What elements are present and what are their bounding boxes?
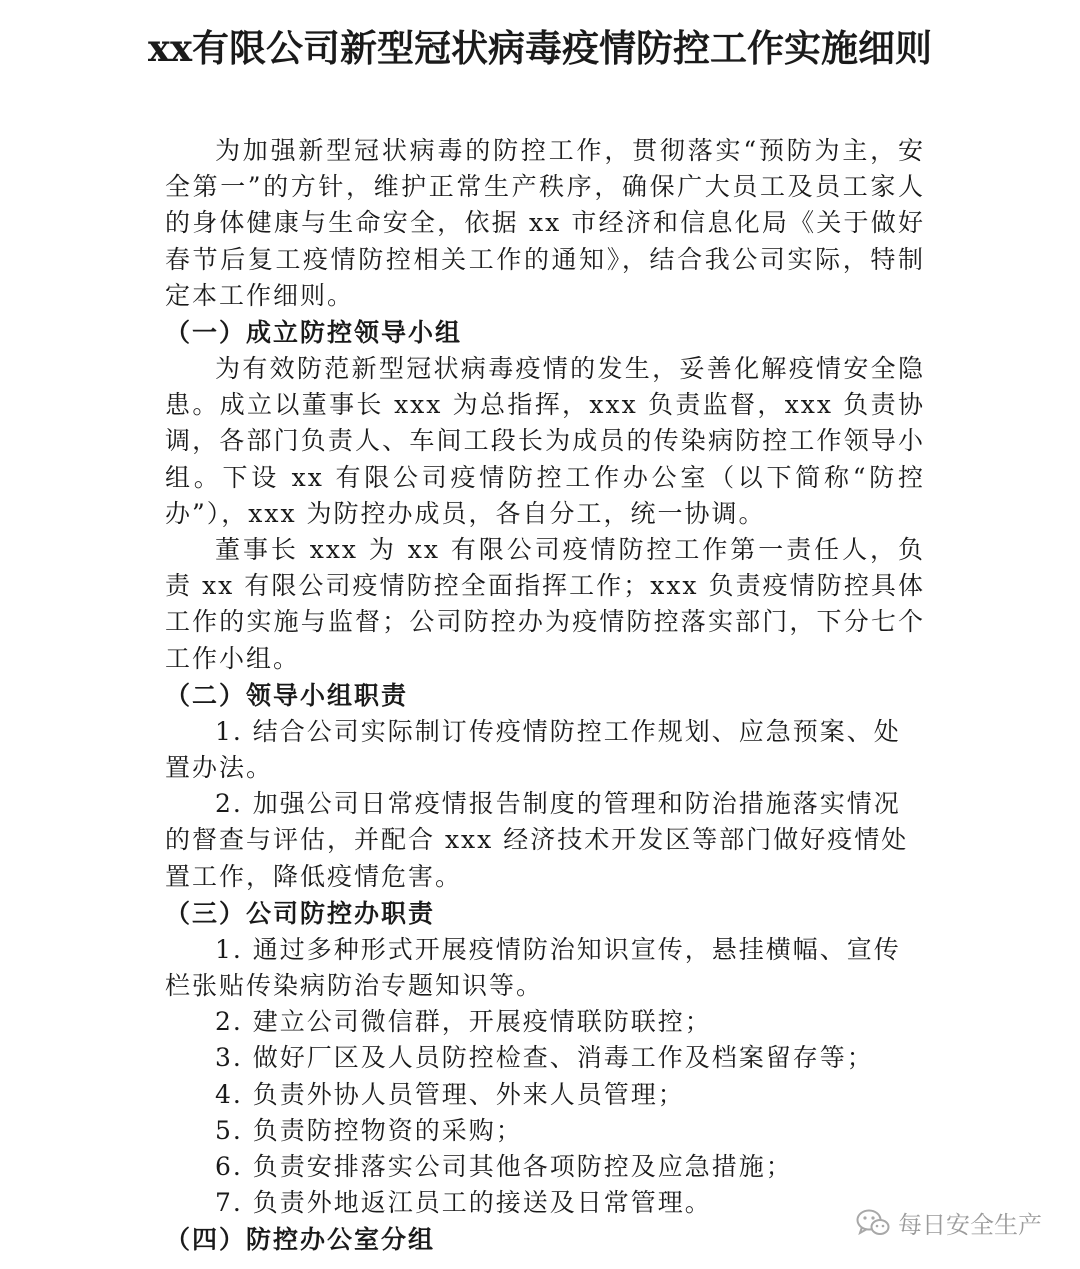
section-4-heading: （四）防控办公室分组	[165, 1225, 436, 1255]
section-3-item: 7. 负责外地返江员工的接送及日常管理。	[215, 1188, 712, 1218]
section-3-item: 5. 负责防控物资的采购；	[215, 1115, 523, 1145]
section-2-item: 1. 结合公司实际制订传疫情防控工作规划、应急预案、处置办法。	[165, 716, 901, 783]
section-3-heading: （三）公司防控办职责	[165, 898, 436, 928]
section-2-item: 2. 加强公司日常疫情报告制度的管理和防治措施落实情况的督查与评估，并配合 xxx 经济技术开发区等部门做好疫情处置工作，降低疫情危害。	[165, 789, 909, 891]
watermark	[856, 1205, 1042, 1240]
watermark-text: 每日安全生产	[898, 1211, 1042, 1239]
wechat-icon	[856, 1208, 890, 1238]
section-3-item: 2. 建立公司微信群，开展疫情联防联控；	[215, 1007, 712, 1037]
intro-paragraph: 为加强新型冠状病毒的防控工作，贯彻落实“预防为主，安全第一”的方针，维护正常生产秩序，确保广大员工及员工家人的身体健康与生命安全，依据 xx 市经济和信息化局《关于做好春节后复工疫情防控相关工作的通知》，结合我公司实际，特制定本工作细则。	[165, 136, 925, 310]
section-3-item: 3. 做好厂区及人员防控检查、消毒工作及档案留存等；	[215, 1043, 874, 1073]
section-3-item: 6. 负责安排落实公司其他各项防控及应急措施；	[215, 1152, 793, 1182]
section-3-item: 4. 负责外协人员管理、外来人员管理；	[215, 1079, 685, 1109]
section-1-heading: （一）成立防控领导小组	[165, 318, 463, 348]
section-2-heading: （二）领导小组职责	[165, 680, 409, 710]
section-1-paragraph-1: 为有效防范新型冠状病毒疫情的发生，妥善化解疫情安全隐患。成立以董事长 xxx 为总指挥，xxx 负责监督，xxx 负责协调，各部门负责人、车间工段长为成员的传染病防控工作领导小组。下设 xx 有限公司疫情防控工作办公室（以下简称“防控办”），xxx 为防控办成员，各自分工，统一协调。	[165, 354, 925, 528]
section-1-paragraph-2: 董事长 xxx 为 xx 有限公司疫情防控工作第一责任人，负责 xx 有限公司疫情防控全面指挥工作；xxx 负责疫情防控具体工作的实施与监督；公司防控办为疫情防控落实部门，下分七个工作小组。	[165, 535, 925, 673]
section-3-item: 1. 通过多种形式开展疫情防治知识宣传，悬挂横幅、宣传栏张贴传染病防治专题知识等。	[165, 934, 901, 1001]
document-body	[165, 133, 925, 1258]
document-title: xx有限公司新型冠状病毒疫情防控工作实施细则	[147, 26, 933, 70]
